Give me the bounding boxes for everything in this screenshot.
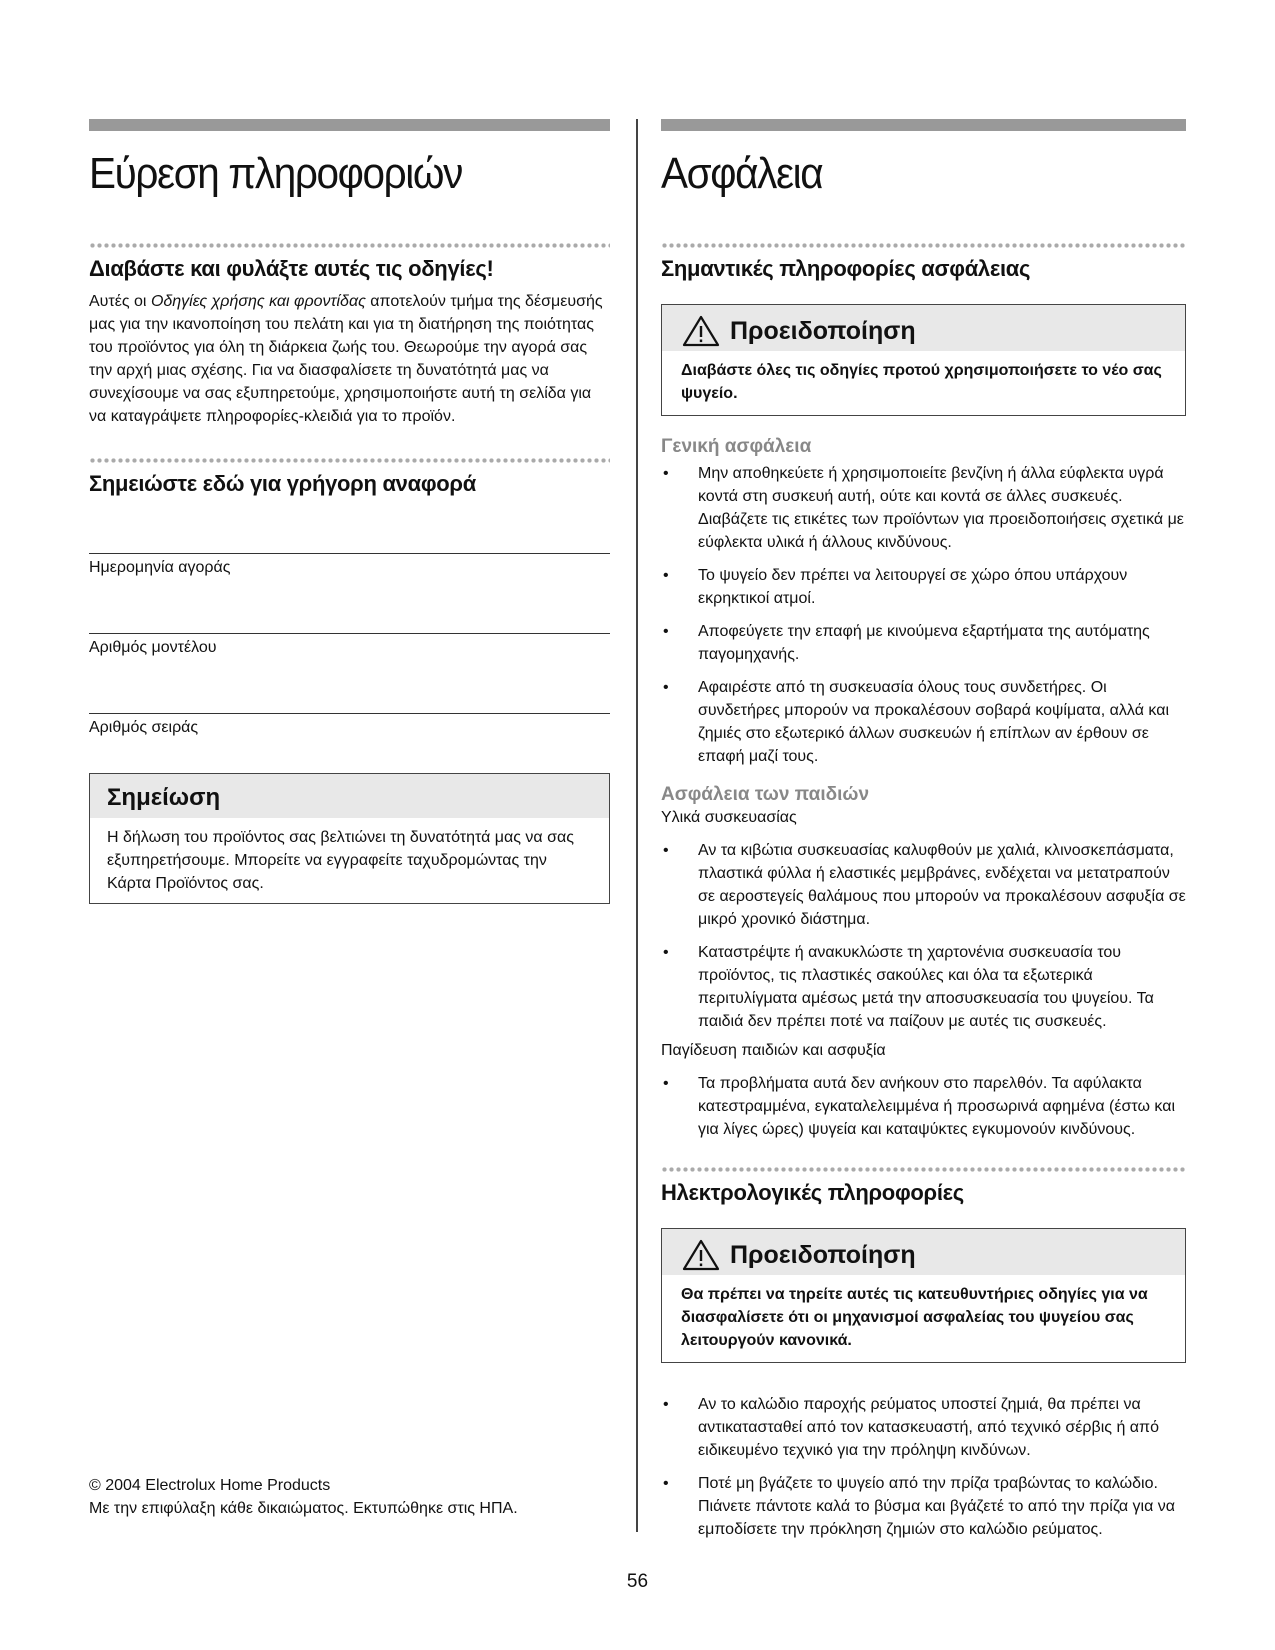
- serial-number-line[interactable]: [89, 661, 610, 714]
- note-box-text: Η δήλωση του προϊόντος σας βελτιώνει τη δυνατότητά μας να σας εξυπηρετήσουμε. Μπορείτε να εγγραφείτε ταχυδρομώντας την Κάρτα Προϊόντος σας.: [107, 829, 574, 892]
- note-box-title: Σημείωση: [90, 774, 609, 818]
- list-item: • Τα προβλήματα αυτά δεν ανήκουν στο παρελθόν. Τα αφύλακτα κατεστραμμένα, εγκαταλελειμμένα ή προσωρινά αφημένα (έστω και για λίγες ώρες) ψυγεία και καταψύκτες εγκυμονούν κινδύνους.: [661, 1072, 1186, 1141]
- list-item: • Ποτέ μη βγάζετε το ψυγείο από την πρίζα τραβώντας το καλώδιο. Πιάνετε πάντοτε καλά το βύσμα και βγάζετέ το από την πρίζα για να εμποδίσετε την πρόκληση ζημιών στο καλώδιο ρεύματος.: [661, 1472, 1186, 1541]
- section-bar: [661, 119, 1186, 131]
- list-item: • Καταστρέψτε ή ανακυκλώστε τη χαρτονένια συσκευασία του προϊόντος, τις πλαστικές σακούλες και όλα τα εξωτερικά περιτυλίγματα αμέσως μετά την αποσυσκευασία του ψυγείου. Τα παιδιά δεν πρέπει ποτέ να παίζουν με αυτές τις συσκευές.: [661, 941, 1186, 1033]
- section-bar: [89, 119, 610, 131]
- right-column: [661, 119, 1186, 1551]
- general-safety-heading: Γενική ασφάλεια: [661, 436, 812, 457]
- list-item: • Αποφεύγετε την επαφή με κινούμενα εξαρτήματα της αυτόματης παγομηχανής.: [661, 620, 1186, 666]
- copyright-line: © 2004 Electrolux Home Products: [89, 1477, 331, 1494]
- bullet-icon: •: [663, 1396, 669, 1413]
- list-item: • Αν το καλώδιο παροχής ρεύματος υποστεί ζημιά, θα πρέπει να αντικατασταθεί από τον κατασκευαστή, από τεχνικό σέρβις ή από ειδικευμένο τεχνικό για την πρόληψη κινδύνων.: [661, 1393, 1186, 1462]
- bullet-icon: •: [663, 679, 669, 696]
- packaging-label: Υλικά συσκευασίας: [661, 809, 797, 826]
- bullet-icon: •: [663, 1075, 669, 1092]
- electrical-list: [661, 1393, 1186, 1541]
- child-safety-heading: Ασφάλεια των παιδιών: [661, 784, 870, 805]
- list-item: • Αν τα κιβώτια συσκευασίας καλυφθούν με χαλιά, κλινοσκεπάσματα, πλαστικά φύλλα ή ελαστικές μεμβράνες, ενδέχεται να μετατραπούν σε αεροστεγείς θαλάμους που μπορούν να προκαλέσουν ασφυξία σε μικρό χρονικό διάστημα.: [661, 839, 1186, 931]
- important-safety-heading: Σημαντικές πληροφορίες ασφάλειας: [661, 256, 1031, 281]
- dotted-separator: [89, 458, 610, 463]
- entrapment-list: [661, 1072, 1186, 1141]
- left-column: [89, 119, 610, 904]
- list-item: • Αφαιρέστε από τη συσκευασία όλους τους συνδετήρες. Οι συνδετήρες μπορούν να προκαλέσουν σοβαρά κοψίματα, αλλά και ζημιές στο εξωτερικό άλλων συσκευών ή επίπλων αν έρθουν σε επαφή μαζί τους.: [661, 676, 1186, 768]
- list-item: • Μην αποθηκεύετε ή χρησιμοποιείτε βενζίνη ή άλλα εύφλεκτα υγρά κοντά στη συσκευή αυτή, ούτε και κοντά σε άλλες συσκευές. Διαβάζετε τις ετικέτες των προϊόντων για προειδοποιήσεις σχετικά με εύφλεκτα υλικά ή άλλους κινδύνους.: [661, 462, 1186, 554]
- page-title-safety: Ασφάλεια: [661, 149, 823, 198]
- quick-reference-heading: Σημειώστε εδώ για γρήγορη αναφορά: [89, 471, 476, 496]
- warning-icon: [682, 315, 720, 347]
- bullet-icon: •: [663, 623, 669, 640]
- bullet-icon: •: [663, 1475, 669, 1492]
- bullet-icon: •: [663, 465, 669, 482]
- warning-title: Προειδοποίηση: [730, 1240, 916, 1269]
- purchase-date-label: Ημερομηνία αγοράς: [89, 559, 231, 576]
- warning-icon: [682, 1239, 720, 1271]
- page-title-finding-info: Εύρεση πληροφοριών: [89, 149, 462, 198]
- dotted-separator: [661, 243, 1186, 248]
- note-box: [89, 773, 610, 904]
- bullet-icon: •: [663, 944, 669, 961]
- serial-number-label: Αριθμός σειράς: [89, 719, 199, 736]
- electrical-info-heading: Ηλεκτρολογικές πληροφορίες: [661, 1180, 964, 1205]
- warning-box: [661, 1228, 1186, 1363]
- intro-paragraph: Αυτές οι Οδηγίες χρήσης και φροντίδας αποτελούν τμήμα της δέσμευσής μας για την ικανοποίηση του πελάτη και για τη διατήρηση της ποιότητας του προϊόντος για όλη τη διάρκεια ζωής του. Θεωρούμε την αγορά σας την αρχή μιας σχέσης. Για να διασφαλίσετε τη δυνατότητά μας να συνεχίσουμε να σας εξυπηρετούμε, χρησιμοποιήστε αυτή τη σελίδα για να καταγράψετε πληροφορίες-κλειδιά για το προϊόν.: [89, 293, 603, 425]
- purchase-date-line[interactable]: [89, 505, 610, 554]
- read-and-save-heading: Διαβάστε και φυλάξτε αυτές τις οδηγίες!: [89, 256, 494, 281]
- packaging-list: [661, 839, 1186, 1033]
- dotted-separator: [661, 1167, 1186, 1172]
- warning-box: [661, 304, 1186, 416]
- general-safety-list: [661, 462, 1186, 768]
- list-item: • Το ψυγείο δεν πρέπει να λειτουργεί σε χώρο όπου υπάρχουν εκρηκτικοί ατμοί.: [661, 564, 1186, 610]
- model-number-label: Αριθμός μοντέλου: [89, 639, 217, 656]
- dotted-separator: [89, 243, 610, 248]
- warning-text: Διαβάστε όλες τις οδηγίες προτού χρησιμοποιήσετε το νέο σας ψυγείο.: [681, 362, 1162, 402]
- bullet-icon: •: [663, 567, 669, 584]
- model-number-line[interactable]: [89, 581, 610, 634]
- entrapment-label: Παγίδευση παιδιών και ασφυξία: [661, 1042, 886, 1059]
- rights-line: Με την επιφύλαξη κάθε δικαιώματος. Εκτυπώθηκε στις ΗΠΑ.: [89, 1500, 518, 1517]
- warning-title: Προειδοποίηση: [730, 316, 916, 345]
- warning-text: Θα πρέπει να τηρείτε αυτές τις κατευθυντήριες οδηγίες για να διασφαλίσετε ότι οι μηχανισμοί ασφαλείας του ψυγείου σας λειτουργούν κανονικά.: [681, 1286, 1148, 1349]
- copyright-footer: [89, 1474, 518, 1520]
- page-number: 56: [626, 1571, 649, 1592]
- manual-title: Οδηγίες χρήσης και φροντίδας: [150, 293, 366, 310]
- bullet-icon: •: [663, 842, 669, 859]
- column-divider: [636, 119, 638, 1532]
